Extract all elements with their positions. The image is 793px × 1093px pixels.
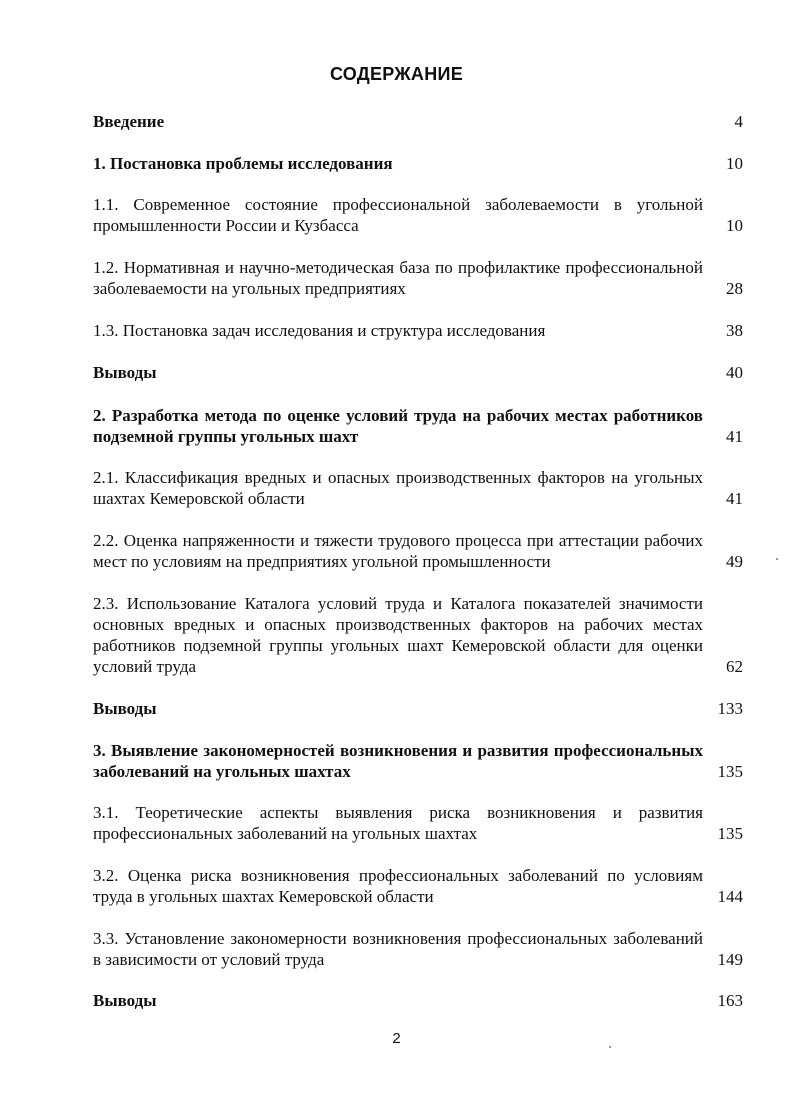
toc-entry-text: 3.2. Оценка риска возникновения профессиональных заболеваний по условиям труда в угольных шахтах Кемеровской области <box>93 866 703 906</box>
toc-entry-section-3-2[interactable] <box>93 865 743 907</box>
toc-entry-page: 135 <box>717 824 743 843</box>
toc-entry-section-1-2[interactable] <box>93 257 743 299</box>
toc-entry-conclusions-2[interactable] <box>93 698 743 719</box>
toc-entry-page: 41 <box>726 427 743 446</box>
toc-entry-page: 40 <box>726 363 743 382</box>
toc-entry-text: 1. Постановка проблемы исследования <box>93 154 393 173</box>
toc-entry-text: 3.1. Теоретические аспекты выявления риска возникновения и развития профессиональных заболеваний на угольных шахтах <box>93 803 703 843</box>
toc-entry-text: Выводы <box>93 991 157 1010</box>
toc-entry-chapter-2[interactable] <box>93 405 743 447</box>
toc-entry-text: 2. Разработка метода по оценке условий труда на рабочих местах работников подземной группы угольных шахт <box>93 406 703 446</box>
page-number: 2 <box>392 1030 401 1047</box>
toc-entry-page: 4 <box>734 112 743 131</box>
toc-entry-section-2-3[interactable] <box>93 593 743 677</box>
toc-entry-page: 41 <box>726 489 743 508</box>
toc-entry-text: 3.3. Установление закономерности возникновения профессиональных заболеваний в зависимости от условий труда <box>93 929 703 969</box>
toc-entry-text: 1.3. Постановка задач исследования и структура исследования <box>93 321 546 340</box>
toc-entry-page: 10 <box>726 216 743 235</box>
toc-entry-text: 2.1. Классификация вредных и опасных производственных факторов на угольных шахтах Кемеровской области <box>93 468 703 508</box>
toc-entry-section-3-1[interactable] <box>93 802 743 844</box>
scan-speck <box>776 558 778 560</box>
toc-entry-conclusions-3[interactable] <box>93 990 743 1011</box>
toc-entry-text: 2.3. Использование Каталога условий труда и Каталога показателей значимости основных вредных и опасных производственных факторов на рабочих местах работников подземной группы угольных шахт Кемеровской области для оценки условий труда <box>93 594 703 676</box>
toc-entry-text: 3. Выявление закономерностей возникновения и развития профессиональных заболеваний на угольных шахтах <box>93 741 703 781</box>
toc-entry-text: Выводы <box>93 699 157 718</box>
toc-entry-page: 149 <box>717 950 743 969</box>
toc-entry-text: Выводы <box>93 363 157 382</box>
page-title: СОДЕРЖАНИЕ <box>329 64 464 84</box>
toc-entry-conclusions-1[interactable] <box>93 362 743 383</box>
toc-entry-text: 2.2. Оценка напряженности и тяжести трудового процесса при аттестации рабочих мест по условиям на предприятиях угольной промышленности <box>93 531 703 571</box>
toc-entry-section-1-1[interactable] <box>93 194 743 236</box>
toc-entry-section-1-3[interactable] <box>93 320 743 341</box>
toc-entry-page: 10 <box>726 154 743 173</box>
toc-entry-section-2-2[interactable] <box>93 530 743 572</box>
toc-entry-page: 38 <box>726 321 743 340</box>
toc-entry-chapter-1[interactable] <box>93 153 743 174</box>
toc-entry-section-3-3[interactable] <box>93 928 743 970</box>
toc-entry-page: 133 <box>717 699 743 718</box>
toc-entry-text: 1.2. Нормативная и научно-методическая база по профилактике профессиональной заболеваемости на угольных предприятиях <box>93 258 703 298</box>
toc-entry-page: 135 <box>717 762 743 781</box>
toc-entry-section-2-1[interactable] <box>93 467 743 509</box>
toc-entry-text: Введение <box>93 112 165 131</box>
toc-entry-chapter-3[interactable] <box>93 740 743 782</box>
toc-entry-page: 144 <box>717 887 743 906</box>
toc-entry-page: 163 <box>717 991 743 1010</box>
toc-entry-page: 28 <box>726 279 743 298</box>
toc-entry-page: 62 <box>726 657 743 676</box>
toc-entry-page: 49 <box>726 552 743 571</box>
toc-entry-introduction[interactable] <box>93 111 743 132</box>
toc-entry-text: 1.1. Современное состояние профессиональной заболеваемости в угольной промышленности России и Кузбасса <box>93 195 703 235</box>
scan-speck <box>609 1046 611 1048</box>
